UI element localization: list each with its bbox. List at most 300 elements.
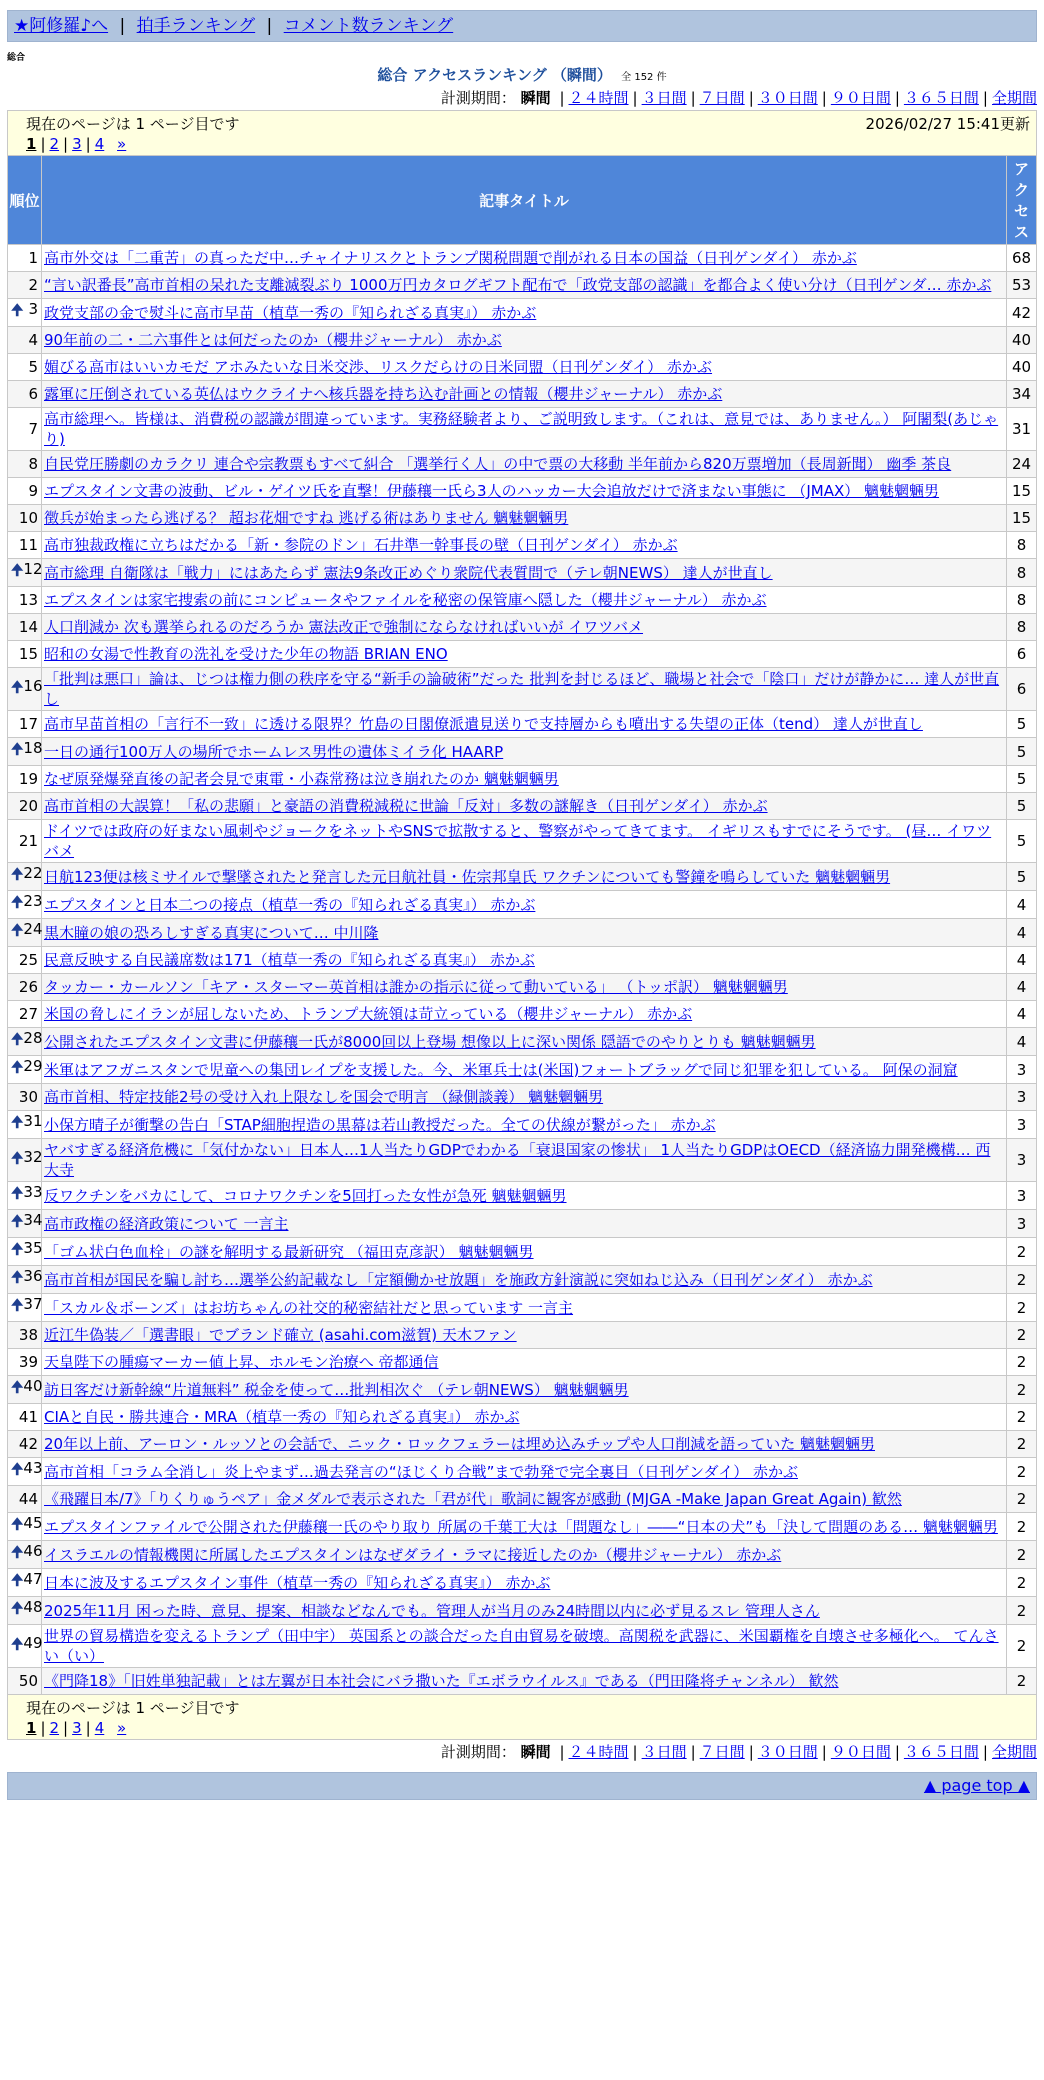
rank-cell <box>8 505 42 532</box>
title-cell <box>42 891 1007 919</box>
title-cell <box>42 1001 1007 1028</box>
table-row <box>8 1238 1037 1266</box>
pager-current-page: 1 <box>26 1719 37 1737</box>
period-separator: | <box>632 1743 638 1761</box>
rank-up-arrow-icon: 🠉 <box>11 1543 24 1561</box>
rank-cell <box>8 408 42 451</box>
period-separator: | <box>821 1743 827 1761</box>
table-row <box>8 1084 1037 1111</box>
title-cell <box>42 641 1007 668</box>
article-link[interactable]: 訪日客だけ新幹線“片道無料” 税金を使って…批判相次ぐ （テレ朝NEWS） 魑魅魍魎男 <box>44 1380 629 1399</box>
rank-cell <box>8 272 42 299</box>
rank-cell <box>8 1084 42 1111</box>
rank-number: 4 <box>28 331 38 349</box>
nav-separator: | <box>266 16 273 36</box>
rank-up-arrow-icon: 🠉 <box>11 561 24 579</box>
title-cell <box>42 974 1007 1001</box>
pager-separator: | <box>85 135 91 153</box>
pager-bottom <box>8 1695 1037 1740</box>
rank-cell <box>8 354 42 381</box>
article-link[interactable]: 近江牛偽装／「選書眼」でブランド確立 (asahi.com滋賀) 天木ファン <box>44 1326 517 1344</box>
rank-up-arrow-icon: 🠉 <box>11 1378 24 1396</box>
rank-cell <box>8 891 42 919</box>
title-cell <box>42 1322 1007 1349</box>
title-cell <box>42 1541 1007 1569</box>
rank-up-arrow-icon: 🠉 <box>11 301 24 319</box>
table-row <box>8 354 1037 381</box>
nav-separator: | <box>119 16 126 36</box>
pager-page-link[interactable]: 3 <box>72 135 82 153</box>
access-count: 5 <box>1006 711 1036 738</box>
rank-number: 42 <box>18 1435 38 1453</box>
access-count: 53 <box>1006 272 1036 299</box>
table-row <box>8 711 1037 738</box>
title-cell <box>42 272 1007 299</box>
rank-cell <box>8 587 42 614</box>
access-count: 34 <box>1006 381 1036 408</box>
access-count: 8 <box>1006 559 1036 587</box>
rank-number: 36 <box>23 1267 43 1285</box>
article-link[interactable]: 人口削減か 次も選挙られるのだろうか 憲法改正で強制にならなければいいが イワツバメ <box>44 618 644 636</box>
article-link[interactable]: 昭和の女湯で性教育の洗礼を受けた少年の物語 BRIAN ENO <box>44 645 448 663</box>
title-header: 記事タイトル <box>42 156 1007 245</box>
pager-next-link[interactable]: » <box>117 135 127 153</box>
access-count: 42 <box>1006 299 1036 327</box>
period-link[interactable]: 全期間 <box>991 1743 1037 1761</box>
access-count: 5 <box>1006 766 1036 793</box>
article-link[interactable]: なぜ原発爆発直後の記者会見で東電・小森常務は泣き崩れたのか 魑魅魍魎男 <box>44 770 559 788</box>
table-row <box>8 505 1037 532</box>
article-link[interactable]: CIAと自民・勝共連合・MRA（植草一秀の『知られざる真実』） 赤かぶ <box>44 1408 520 1426</box>
rank-up-arrow-icon: 🠉 <box>11 1296 24 1314</box>
article-link[interactable]: 米国の脅しにイランが屈しないため、トランプ大統領は苛立っている（櫻井ジャーナル） 赤かぶ <box>44 1005 693 1023</box>
rank-cell <box>8 1513 42 1541</box>
title-cell <box>42 381 1007 408</box>
pager-separator: | <box>85 1719 91 1737</box>
rank-number: 37 <box>23 1295 43 1313</box>
rank-cell <box>8 919 42 947</box>
updated-time: 2026/02/27 15:41更新 <box>865 115 1030 133</box>
table-row <box>8 587 1037 614</box>
period-link[interactable]: ７日間 <box>699 89 745 107</box>
access-count: 2 <box>1006 1458 1036 1486</box>
rank-cell <box>8 738 42 766</box>
rank-cell <box>8 1001 42 1028</box>
rank-cell <box>8 327 42 354</box>
access-count: 6 <box>1006 641 1036 668</box>
article-link[interactable]: 90年前の二・二六事件とは何だったのか（櫻井ジャーナル） 赤かぶ <box>44 331 502 349</box>
rank-number: 35 <box>23 1239 43 1257</box>
table-row <box>8 1376 1037 1404</box>
rank-up-arrow-icon: 🠉 <box>11 1515 24 1533</box>
rank-cell <box>8 1569 42 1597</box>
article-link[interactable]: エプスタインと日本二つの接点（植草一秀の『知られざる真実』） 赤かぶ <box>44 895 536 914</box>
table-row <box>8 559 1037 587</box>
article-link[interactable]: 高市早苗首相の「言行不一致」に透ける限界？竹島の日閣僚派遣見送りで支持層からも噴出する失望の正体（tend） 達人が世直し <box>44 715 923 733</box>
rank-up-arrow-icon: 🠉 <box>11 1113 24 1131</box>
table-row <box>8 863 1037 891</box>
period-link[interactable]: ３日間 <box>641 89 687 107</box>
article-link[interactable]: ヤバすぎる経済危機に「気付かない」日本人…1人当たりGDPでわかる「衰退国家の惨状」 1人当たりGDPはOECD（経済協力開発機構… 西大寺 <box>44 1141 991 1179</box>
pager-page-link[interactable]: 3 <box>72 1719 82 1737</box>
rank-cell <box>8 1431 42 1458</box>
access-count: 2 <box>1006 1431 1036 1458</box>
article-link[interactable]: 2025年11月 困った時、意見、提案、相談などなんでも。管理人が当月のみ24時間以内に必ず見るスレ 管理人さん <box>44 1601 820 1620</box>
rank-up-arrow-icon: 🠉 <box>11 1268 24 1286</box>
article-link[interactable]: 高市首相が国民を騙し討ち…選挙公約記載なし「定額働かせ放題」を施政方針演説に突如ねじ込み（日刊ゲンダイ） 赤かぶ <box>44 1270 873 1289</box>
title-cell <box>42 559 1007 587</box>
title-cell <box>42 1056 1007 1084</box>
table-row <box>8 947 1037 974</box>
title-cell <box>42 245 1007 272</box>
rank-cell <box>8 1294 42 1322</box>
rank-number: 7 <box>28 420 38 438</box>
article-link[interactable]: 徴兵が始まったら逃げる？ 超お花畑ですね 逃げる術はありません 魑魅魍魎男 <box>44 509 569 527</box>
article-link[interactable]: 《門降18》「旧姓単独記載」とは左翼が日本社会にバラ撒いた『エボラウイルス』である（門田隆将チャンネル） 歓然 <box>44 1672 839 1690</box>
access-count: 15 <box>1006 478 1036 505</box>
table-row <box>8 1182 1037 1210</box>
rank-number: 32 <box>23 1147 43 1166</box>
table-row <box>8 272 1037 299</box>
title-cell <box>42 711 1007 738</box>
rank-up-arrow-icon: 🠉 <box>11 677 24 696</box>
rank-up-arrow-icon: 🠉 <box>11 1240 24 1258</box>
article-link[interactable]: 「ゴム状白色血栓」の謎を解明する最新研究 （福田克彦訳） 魑魅魍魎男 <box>44 1242 534 1261</box>
rank-number: 1 <box>28 249 38 267</box>
article-link[interactable]: 天皇陛下の腫瘍マーカー値上昇、ホルモン治療へ 帝都通信 <box>44 1353 439 1371</box>
rank-number: 48 <box>23 1598 43 1616</box>
table-row <box>8 327 1037 354</box>
rank-cell <box>8 974 42 1001</box>
table-row <box>8 668 1037 711</box>
ranking-title: 総合 アクセスランキング （瞬間） <box>377 66 612 84</box>
rank-number: 17 <box>18 715 38 733</box>
rank-number: 5 <box>28 358 38 376</box>
rank-cell <box>8 863 42 891</box>
comment-ranking-link[interactable]: コメント数ランキング <box>283 16 454 36</box>
title-cell <box>42 1028 1007 1056</box>
rank-number: 3 <box>28 300 38 318</box>
table-row <box>8 1513 1037 1541</box>
table-row <box>8 891 1037 919</box>
article-link[interactable]: 米軍はアフガニスタンで児童への集団レイプを支援した。今、米軍兵士は(米国)フォートブラッグで同じ犯罪を犯している。 阿保の洞窟 <box>44 1060 958 1079</box>
access-count: 24 <box>1006 451 1036 478</box>
rank-number: 8 <box>28 455 38 473</box>
title-cell <box>42 1084 1007 1111</box>
title-cell <box>42 1458 1007 1486</box>
title-cell <box>42 478 1007 505</box>
article-link[interactable]: 露軍に圧倒されている英仏はウクライナへ核兵器を持ち込む計画との情報（櫻井ジャーナル） 赤かぶ <box>44 385 723 403</box>
rank-cell <box>8 1486 42 1513</box>
rank-number: 50 <box>18 1672 38 1690</box>
article-link[interactable]: イスラエルの情報機関に所属したエプスタインはなぜダライ・ラマに接近したのか（櫻井ジャーナル） 赤かぶ <box>44 1545 782 1564</box>
table-row <box>8 1404 1037 1431</box>
page <box>7 0 1037 1800</box>
period-links <box>555 1743 1037 1761</box>
table-row <box>8 1625 1037 1668</box>
period-links <box>555 89 1037 107</box>
period-link[interactable]: ９０日間 <box>830 1743 891 1761</box>
access-count: 15 <box>1006 505 1036 532</box>
page-title <box>7 64 1037 86</box>
rank-cell <box>8 1322 42 1349</box>
period-link[interactable]: ３０日間 <box>757 89 818 107</box>
rank-up-arrow-icon: 🠉 <box>11 865 24 883</box>
table-row <box>8 1001 1037 1028</box>
rank-up-arrow-icon: 🠉 <box>11 1058 24 1076</box>
rank-up-arrow-icon: 🠉 <box>11 740 24 758</box>
table-row <box>8 381 1037 408</box>
rank-number: 29 <box>23 1057 43 1075</box>
title-cell <box>42 668 1007 711</box>
table-row <box>8 641 1037 668</box>
rank-number: 24 <box>23 920 43 938</box>
rank-cell <box>8 1111 42 1139</box>
page-top-link[interactable]: ▲ page top ▲ <box>923 1776 1030 1795</box>
rank-up-arrow-icon: 🠉 <box>11 1184 24 1202</box>
title-cell <box>42 1238 1007 1266</box>
rank-number: 43 <box>23 1459 43 1477</box>
article-link[interactable]: 政党支部の金で熨斗に高市早苗（植草一秀の『知られざる真実』） 赤かぶ <box>44 303 537 322</box>
article-link[interactable]: 高市政権の経済政策について 一言主 <box>44 1214 289 1233</box>
rank-number: 39 <box>18 1353 38 1371</box>
pager-separator: | <box>40 135 46 153</box>
rank-cell <box>8 766 42 793</box>
rank-number: 26 <box>18 978 38 996</box>
article-link[interactable]: 高市総理へ。皆様は、消費税の認識が間違っています。実務経験者より、ご説明致します。（これは、意見では、ありません。） 阿闍梨(あじゃり) <box>44 410 999 448</box>
access-count: 2 <box>1006 1513 1036 1541</box>
title-cell <box>42 947 1007 974</box>
rank-up-arrow-icon: 🠉 <box>11 1599 24 1617</box>
period-link[interactable]: ９０日間 <box>830 89 891 107</box>
article-link[interactable]: 民意反映する自民議席数は171（植草一秀の『知られざる真実』） 赤かぶ <box>44 951 535 969</box>
article-link[interactable]: 日航123便は核ミサイルで撃墜されたと発言した元日航社員・佐宗邦皇氏 ワクチンについても警鐘を鳴らしていた 魑魅魍魎男 <box>44 867 891 886</box>
access-count: 2 <box>1006 1569 1036 1597</box>
title-cell <box>42 451 1007 478</box>
table-row <box>8 793 1037 820</box>
rank-up-arrow-icon: 🠉 <box>11 921 24 939</box>
rank-cell <box>8 1210 42 1238</box>
rank-cell <box>8 1541 42 1569</box>
period-separator: | <box>748 89 754 107</box>
home-link[interactable]: ★阿修羅♪へ <box>14 16 109 36</box>
table-row <box>8 820 1037 863</box>
rank-number: 28 <box>23 1029 43 1047</box>
article-link[interactable]: 公開されたエプスタイン文書に伊藤穰一氏が8000回以上登場 想像以上に深い関係 隠語でのやりとりも 魑魅魍魎男 <box>44 1032 816 1051</box>
access-count: 3 <box>1006 1139 1036 1182</box>
access-count: 4 <box>1006 1001 1036 1028</box>
rank-cell <box>8 641 42 668</box>
rank-number: 45 <box>23 1514 43 1532</box>
access-header: アクセス <box>1006 156 1036 245</box>
table-row <box>8 478 1037 505</box>
period-link[interactable]: ３０日間 <box>757 1743 818 1761</box>
access-count: 4 <box>1006 947 1036 974</box>
title-cell <box>42 1486 1007 1513</box>
article-link[interactable]: 「批判は悪口」論は、じつは権力側の秩序を守る“新手の論破術”だった 批判を封じるほど、職場と社会で「陰口」だけが静かに… 達人が世直し <box>44 670 1000 708</box>
period-link[interactable]: ７日間 <box>699 1743 745 1761</box>
article-link[interactable]: 自民党圧勝劇のカラクリ 連合や宗教票もすべて糾合 「選挙行く人」の中で票の大移動 半年前から820万票増加（長周新聞） 幽季 茶良 <box>44 455 952 473</box>
rank-number: 47 <box>23 1570 43 1588</box>
footer-bar <box>7 1772 1037 1800</box>
title-cell <box>42 1625 1007 1668</box>
access-count: 8 <box>1006 587 1036 614</box>
title-cell <box>42 1668 1007 1695</box>
applause-ranking-link[interactable]: 拍手ランキング <box>136 16 256 36</box>
article-link[interactable]: 「スカル＆ボーンズ」はお坊ちゃんの社交的秘密結社だと思っています 一言主 <box>44 1298 574 1317</box>
rank-cell <box>8 947 42 974</box>
table-row <box>8 1486 1037 1513</box>
rank-cell <box>8 559 42 587</box>
period-separator: | <box>690 1743 696 1761</box>
rank-number: 44 <box>18 1490 38 1508</box>
table-row <box>8 1349 1037 1376</box>
rank-number: 2 <box>28 276 38 294</box>
article-link[interactable]: エプスタイン文書の波動、ビル・ゲイツ氏を直撃！伊藤穰一氏ら3人のハッカー大会追放だけで済まない事態に （JMAX） 魑魅魍魎男 <box>44 482 940 500</box>
period-link[interactable]: ２４時間 <box>568 89 629 107</box>
rank-number: 49 <box>23 1633 43 1652</box>
access-count: 4 <box>1006 1028 1036 1056</box>
article-link[interactable]: 小保方晴子が衝撃の告白「STAP細胞捏造の黒幕は若山教授だった。全ての伏線が繋がった」 赤かぶ <box>44 1115 716 1134</box>
period-separator: | <box>748 1743 754 1761</box>
access-count: 3 <box>1006 1084 1036 1111</box>
access-count: 3 <box>1006 1056 1036 1084</box>
pager-spacer <box>108 135 113 153</box>
period-separator: | <box>559 89 565 107</box>
access-count: 2 <box>1006 1668 1036 1695</box>
article-link[interactable]: 高市独裁政権に立ちはだかる「新・参院のドン」石井準一幹事長の壁（日刊ゲンダイ） 赤かぶ <box>44 536 678 554</box>
article-link[interactable]: ドイツでは政府の好まない風刺やジョークをネットやSNSで拡散すると、警察がやってきてます。 イギリスもすでにそうです。 (昼… イワツバメ <box>44 822 992 860</box>
rank-number: 46 <box>23 1542 43 1560</box>
title-cell <box>42 587 1007 614</box>
rank-cell <box>8 1056 42 1084</box>
access-count: 40 <box>1006 354 1036 381</box>
pager-page-link[interactable]: 2 <box>49 1719 60 1737</box>
ranking-rows <box>8 245 1037 1695</box>
access-count: 2 <box>1006 1238 1036 1266</box>
title-cell <box>42 1139 1007 1182</box>
period-link[interactable]: ３６５日間 <box>903 89 979 107</box>
rank-cell <box>8 245 42 272</box>
table-row <box>8 738 1037 766</box>
pager-next-link[interactable]: » <box>117 1719 127 1737</box>
article-link[interactable]: 日本に波及するエプスタイン事件（植草一秀の『知られざる真実』） 赤かぶ <box>44 1573 551 1592</box>
pager-text: 現在のページは 1 ページ目です <box>26 1699 240 1717</box>
rank-up-arrow-icon: 🠉 <box>11 1148 24 1167</box>
title-cell <box>42 1513 1007 1541</box>
rank-up-arrow-icon: 🠉 <box>11 1571 24 1589</box>
title-cell <box>42 327 1007 354</box>
table-row <box>8 1111 1037 1139</box>
rank-cell <box>8 1625 42 1668</box>
rank-number: 22 <box>23 864 43 882</box>
rank-cell <box>8 532 42 559</box>
article-link[interactable]: 高市外交は「二重苦」の真っただ中…チャイナリスクとトランプ関税問題で削がれる日本の国益（日刊ゲンダイ） 赤かぶ <box>44 249 857 267</box>
table-row <box>8 614 1037 641</box>
article-link[interactable]: 一日の通行100万人の場所でホームレス男性の遺体ミイラ化 HAARP <box>44 742 504 761</box>
rank-number: 6 <box>28 385 38 403</box>
period-link[interactable]: 全期間 <box>991 89 1037 107</box>
title-cell <box>42 1431 1007 1458</box>
title-cell <box>42 1597 1007 1625</box>
period-link[interactable]: ３６５日間 <box>903 1743 979 1761</box>
table-row <box>8 1597 1037 1625</box>
rank-number: 10 <box>18 509 38 527</box>
article-link[interactable]: 高市首相の大誤算！「私の悲願」と豪語の消費税減税に世論「反対」多数の謎解き（日刊ゲンダイ） 赤かぶ <box>44 797 768 815</box>
title-cell <box>42 1266 1007 1294</box>
title-cell <box>42 1404 1007 1431</box>
access-count: 2 <box>1006 1266 1036 1294</box>
article-link[interactable]: タッカー・カールソン「キア・スターマー英首相は誰かの指示に従って動いている」 （トッポ訳） 魑魅魍魎男 <box>44 978 788 996</box>
pager-links <box>26 1719 1030 1737</box>
rank-cell <box>8 1182 42 1210</box>
article-link[interactable]: 反ワクチンをバカにして、コロナワクチンを5回打った女性が急死 魑魅魍魎男 <box>44 1186 567 1205</box>
rank-number: 11 <box>18 536 38 554</box>
rank-cell <box>8 1139 42 1182</box>
access-count: 8 <box>1006 532 1036 559</box>
access-count: 2 <box>1006 1294 1036 1322</box>
article-link[interactable]: 高市総理 自衛隊は「戦力」にはあたらず 憲法9条改正めぐり衆院代表質問で（テレ朝NEWS） 達人が世直し <box>44 563 773 582</box>
title-cell <box>42 1376 1007 1404</box>
rank-cell <box>8 668 42 711</box>
period-link[interactable]: ３日間 <box>641 1743 687 1761</box>
period-selector-top <box>7 86 1037 110</box>
rank-cell <box>8 1404 42 1431</box>
title-cell <box>42 1569 1007 1597</box>
rank-number: 13 <box>18 591 38 609</box>
access-count: 4 <box>1006 974 1036 1001</box>
ranking-table <box>7 110 1037 1740</box>
pager-page-link[interactable]: 4 <box>94 135 105 153</box>
title-cell <box>42 408 1007 451</box>
access-count: 4 <box>1006 919 1036 947</box>
access-count: 2 <box>1006 1486 1036 1513</box>
rank-cell <box>8 1028 42 1056</box>
rank-number: 30 <box>18 1088 38 1106</box>
period-separator: | <box>894 1743 900 1761</box>
title-cell <box>42 1349 1007 1376</box>
rank-cell <box>8 1349 42 1376</box>
article-link[interactable]: 《飛躍日本/7》「りくりゅうペア」金メダルで表示された「君が代」歌詞に観客が感動 (MJGA -Make Japan Great Again) 歓然 <box>44 1490 902 1508</box>
pager-page-link[interactable]: 4 <box>94 1719 105 1737</box>
table-row <box>8 974 1037 1001</box>
title-cell <box>42 1294 1007 1322</box>
table-header <box>8 156 1037 245</box>
article-link[interactable]: エプスタインファイルで公開された伊藤穰一氏のやり取り 所属の千葉工大は「問題なし」――“日本の犬”も「決して問題のある… 魑魅魍魎男 <box>44 1517 998 1536</box>
access-count: 6 <box>1006 668 1036 711</box>
rank-number: 21 <box>18 832 38 850</box>
period-separator: | <box>821 89 827 107</box>
article-link[interactable]: 媚びる高市はいいカモだ アホみたいな日米交渉、リスクだらけの日米同盟（日刊ゲンダイ） 赤かぶ <box>44 358 713 376</box>
pager-page-link[interactable]: 2 <box>49 135 60 153</box>
article-link[interactable]: 高市首相、特定技能2号の受け入れ上限なしを国会で明言 （緑側談義） 魑魅魍魎男 <box>44 1088 604 1106</box>
table-row <box>8 1294 1037 1322</box>
title-cell <box>42 354 1007 381</box>
article-link[interactable]: 黒木瞳の娘の恐ろしすぎる真実について… 中川隆 <box>44 923 379 942</box>
article-link[interactable]: エプスタインは家宅捜索の前にコンピュータやファイルを秘密の保管庫へ隠した（櫻井ジャーナル） 赤かぶ <box>44 591 767 609</box>
article-link[interactable]: 20年以上前、アーロン・ルッソとの会話で、ニック・ロックフェラーは埋め込みチップや人口削減を語っていた 魑魅魍魎男 <box>44 1435 876 1453</box>
period-link[interactable]: ２４時間 <box>568 1743 629 1761</box>
article-link[interactable]: “言い訳番長”高市首相の呆れた支離滅裂ぶり 1000万円カタログギフト配布で「政党支部の認識」を都合よく使い分け（日刊ゲンダ… 赤かぶ <box>44 276 992 294</box>
table-row <box>8 1028 1037 1056</box>
category-label: 総合 <box>7 53 26 63</box>
period-current: 瞬間 <box>520 1743 551 1761</box>
article-link[interactable]: 高市首相「コラム全消し」炎上やまず…過去発言の“ほじくり合戦”まで勃発で完全裏目（日刊ゲンダイ） 赤かぶ <box>44 1462 798 1481</box>
pager-current-page: 1 <box>26 135 37 153</box>
article-link[interactable]: 世界の貿易構造を変えるトランプ（田中宇） 英国系との談合だった自由貿易を破壊。高関税を武器に、米国覇権を自壊させ多極化へ。 てんさい（い） <box>44 1627 999 1665</box>
rank-up-arrow-icon: 🠉 <box>11 893 24 911</box>
access-count: 68 <box>1006 245 1036 272</box>
